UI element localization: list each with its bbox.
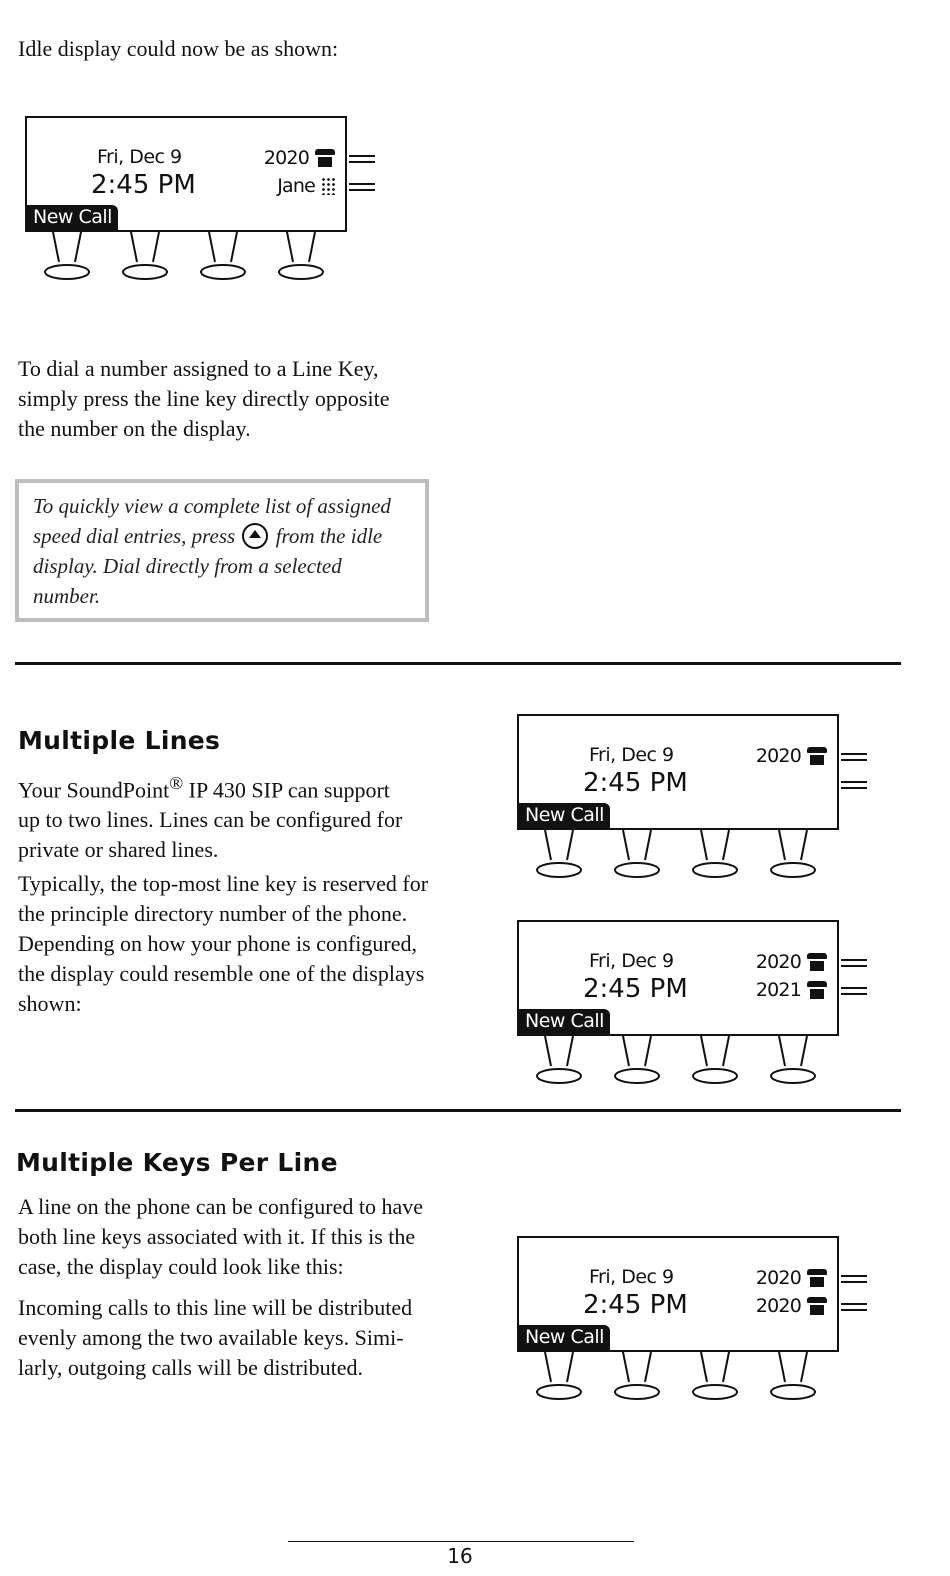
keys-para-2-line-1: Incoming calls to this line will be distributed [18, 1295, 413, 1320]
tip-line-2b: from the idle [275, 524, 383, 548]
line-1-number: 2020 [755, 951, 801, 973]
multiple-lines-para-1 [18, 768, 488, 865]
para-2-line-3: Depending on how your phone is configured, [18, 931, 417, 956]
phone-display-single-line [507, 714, 867, 894]
line-2-number: 2021 [755, 979, 801, 1001]
phone-icon [807, 747, 827, 765]
line-1-number: 2020 [755, 745, 801, 767]
dial-text-line-2: simply press the line key directly opposite [18, 386, 390, 411]
dial-text-line-1: To dial a number assigned to a Line Key, [18, 356, 379, 381]
display-time: 2:45 PM [583, 1290, 688, 1320]
para-2-line-5: shown: [18, 991, 82, 1016]
keys-para-1-line-3: case, the display could look like this: [18, 1254, 344, 1279]
line-1-label [264, 147, 335, 169]
line-key-2[interactable] [841, 781, 867, 789]
keys-para-1-line-2: both line keys associated with it. If this is the [18, 1224, 416, 1249]
phone-icon [807, 1269, 827, 1287]
softkey-buttons [527, 828, 827, 884]
line-key-2[interactable] [841, 987, 867, 995]
page-number: 16 [447, 1544, 473, 1568]
lcd-screen [517, 920, 839, 1036]
line-key-1[interactable] [841, 753, 867, 761]
para-2-line-1: Typically, the top-most line key is reserved for [18, 871, 429, 896]
lcd-screen [25, 116, 347, 232]
para-2-line-2: the principle directory number of the phone. [18, 901, 408, 926]
phone-icon [807, 953, 827, 971]
line-1-number: 2020 [263, 147, 309, 169]
dial-text-line-3: the number on the display. [18, 416, 251, 441]
display-date: Fri, Dec 9 [589, 1266, 674, 1288]
section-heading-multiple-keys: Multiple Keys Per Line [16, 1148, 338, 1177]
phone-icon [315, 149, 335, 167]
phone-icon [807, 1297, 827, 1315]
new-call-softkey[interactable]: New Call [519, 803, 610, 828]
dial-text [18, 354, 390, 444]
phone-display-shared-keys [507, 1236, 867, 1416]
display-date: Fri, Dec 9 [97, 146, 182, 168]
para-2-line-4: the display could resemble one of the displays [18, 961, 425, 986]
multiple-keys-para-2 [18, 1293, 493, 1383]
line-2-number: 2020 [755, 1295, 801, 1317]
line-1-label [756, 951, 827, 973]
line-2-label [756, 1295, 827, 1317]
new-call-softkey[interactable]: New Call [27, 205, 118, 230]
softkey-buttons [527, 1350, 827, 1406]
section-divider [15, 662, 901, 665]
line-1-number: 2020 [755, 1267, 801, 1289]
multiple-keys-para-1 [18, 1192, 493, 1282]
line-2-label [756, 979, 827, 1001]
line-key-2[interactable] [841, 1303, 867, 1311]
footer-rule [288, 1541, 634, 1542]
tip-line-4: number. [33, 584, 101, 609]
tip-line-3: display. Dial directly from a selected [33, 554, 342, 579]
display-time: 2:45 PM [91, 170, 196, 200]
line-1-label [756, 1267, 827, 1289]
registered-mark: ® [169, 773, 184, 793]
keys-para-2-line-3: larly, outgoing calls will be distributed. [18, 1355, 364, 1380]
display-time: 2:45 PM [583, 768, 688, 798]
phone-display-two-lines [507, 920, 867, 1100]
line-key-1[interactable] [349, 155, 375, 163]
dial-pad-icon [321, 177, 335, 195]
new-call-softkey[interactable]: New Call [519, 1325, 610, 1350]
display-time: 2:45 PM [583, 974, 688, 1004]
line-key-1[interactable] [841, 959, 867, 967]
tip-box [15, 479, 429, 622]
line-2-label [277, 175, 335, 197]
keys-para-2-line-2: evenly among the two available keys. Simi- [18, 1325, 404, 1350]
tip-line-1: To quickly view a complete list of assigned [33, 494, 391, 518]
multiple-lines-para-2 [18, 869, 493, 1019]
line-2-name: Jane [277, 175, 315, 197]
line-key-1[interactable] [841, 1275, 867, 1283]
softkey-buttons [35, 230, 335, 286]
softkey-buttons [527, 1034, 827, 1090]
lcd-screen [517, 714, 839, 830]
para-1-line-1a: Your SoundPoint [18, 777, 170, 803]
line-1-label [756, 745, 827, 767]
section-divider [15, 1109, 901, 1112]
tip-text [33, 491, 428, 611]
intro-text: Idle display could now be as shown: [18, 36, 339, 61]
lcd-screen [517, 1236, 839, 1352]
phone-icon [807, 981, 827, 999]
display-date: Fri, Dec 9 [589, 744, 674, 766]
para-1-line-2: up to two lines. Lines can be configured for [18, 807, 403, 833]
display-date: Fri, Dec 9 [589, 950, 674, 972]
keys-para-1-line-1: A line on the phone can be configured to have [18, 1194, 424, 1219]
para-1-line-1b: IP 430 SIP can support [183, 777, 390, 803]
section-heading-multiple-lines: Multiple Lines [18, 726, 221, 755]
phone-display-idle [15, 116, 375, 296]
para-1-line-3: private or shared lines. [18, 837, 219, 863]
up-arrow-icon [242, 523, 268, 549]
new-call-softkey[interactable]: New Call [519, 1009, 610, 1034]
tip-line-2a: speed dial entries, press [33, 524, 236, 548]
line-key-2[interactable] [349, 183, 375, 191]
